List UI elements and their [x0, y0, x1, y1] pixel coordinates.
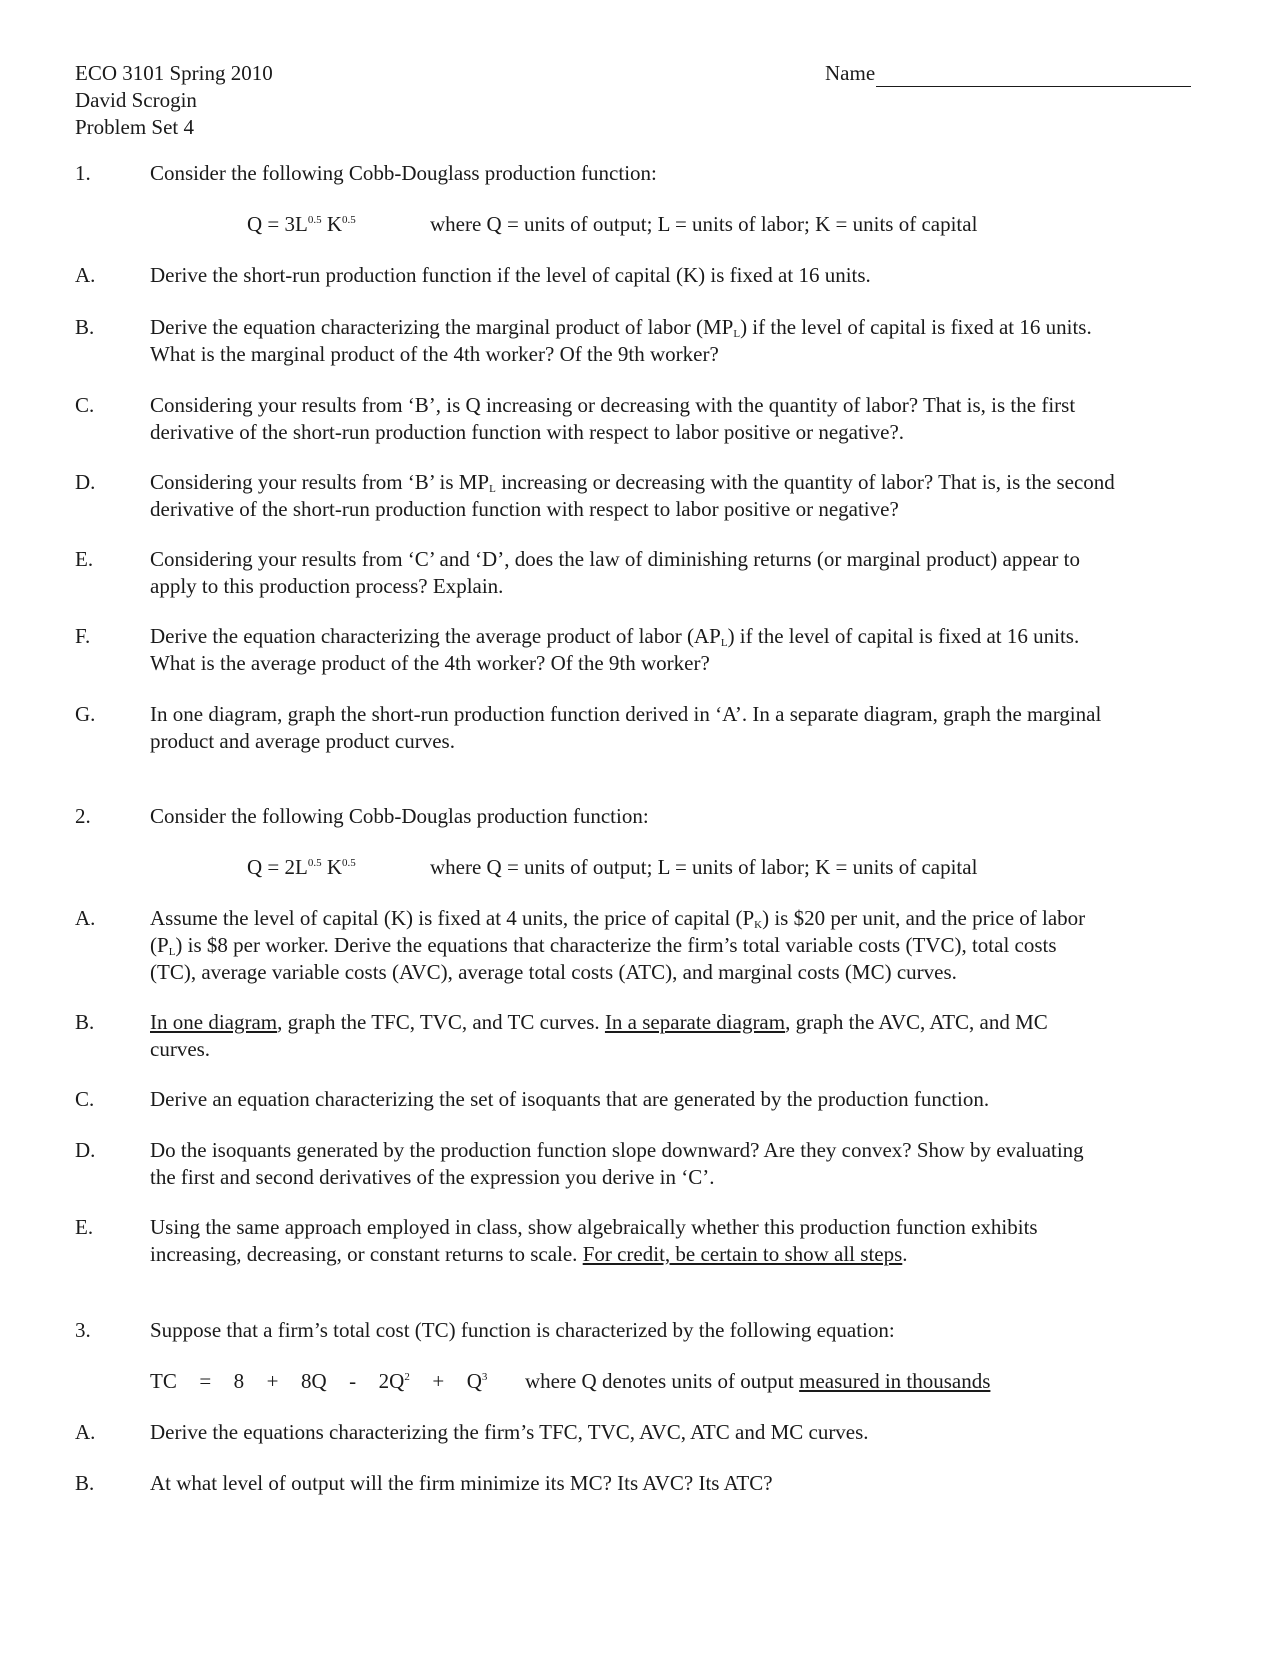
part-text: Considering your results from ‘B’, is Q increasing or decreasing with the quantity of labor? That is, is the first derivative of the short-run production function with respect to labor positive or negative?.	[150, 393, 1076, 444]
course-title: ECO 3101 Spring 2010	[75, 61, 273, 85]
part-label: A.	[75, 1420, 96, 1444]
question-text: Consider the following Cobb-Douglass production function:	[150, 161, 657, 185]
part-label: E.	[75, 547, 94, 571]
part-text: Assume the level of capital (K) is fixed at 4 units, the price of capital $(P_K)$ is $20 per unit, and the price of labor $(P_L)$ is $8 per worker. Derive the equations that characterize the firm’s total variable costs (TVC), total costs (TC), average variable costs (AVC), average total costs (ATC), and marginal costs (MC) curves.	[150, 906, 1086, 984]
variable-definitions: where Q denotes units of output measured in thousands	[525, 1369, 991, 1393]
part-text: At what level of output will the firm minimize its MC? Its AVC? Its ATC?	[150, 1471, 773, 1495]
part-text: Using the same approach employed in class, show algebraically whether this production function exhibits increasing, decreasing, or constant returns to scale. For credit, be certain to show all steps.	[150, 1215, 1038, 1266]
question-number: 1.	[75, 161, 91, 185]
variable-definitions: where Q = units of output; L = units of labor; K = units of capital	[430, 855, 978, 879]
part-text: In one diagram, graph the short-run production function derived in ‘A’. In a separate diagram, graph the marginal product and average product curves.	[150, 702, 1102, 753]
part-text: Derive an equation characterizing the set of isoquants that are generated by the production function.	[150, 1087, 990, 1111]
part-label: G.	[75, 702, 96, 726]
part-label: D.	[75, 1138, 96, 1162]
question-text: Suppose that a firm’s total cost (TC) function is characterized by the following equation:	[150, 1318, 895, 1342]
part-text: Derive the short-run production function if the level of capital (K) is fixed at 16 units.	[150, 263, 871, 287]
part-label: B.	[75, 1010, 95, 1034]
part-text: Considering your results from ‘C’ and ‘D’, does the law of diminishing returns (or marginal product) appear to apply to this production process? Explain.	[150, 547, 1081, 598]
question-number: 2.	[75, 804, 91, 828]
document-header	[75, 60, 273, 141]
part-label: C.	[75, 1087, 95, 1111]
variable-definitions: where Q = units of output; L = units of labor; K = units of capital	[430, 212, 978, 236]
question-number: 3.	[75, 1318, 91, 1342]
problem-set-title: Problem Set 4	[75, 115, 194, 139]
question-text: Consider the following Cobb-Douglas production function:	[150, 804, 649, 828]
name-blank-line	[876, 64, 1191, 87]
part-label: B.	[75, 315, 95, 339]
part-label: E.	[75, 1215, 94, 1239]
part-label: C.	[75, 393, 95, 417]
part-text: Do the isoquants generated by the production function slope downward? Are they convex? Show by evaluating the first and second derivatives of the expression you derive in ‘C’.	[150, 1138, 1084, 1189]
part-label: D.	[75, 470, 96, 494]
part-label: B.	[75, 1471, 95, 1495]
part-label: F.	[75, 624, 91, 648]
production-function: $Q = 3L^{0.5}$ $K^{0.5}$	[247, 212, 356, 236]
name-label: Name	[825, 61, 876, 85]
part-label: A.	[75, 263, 96, 287]
production-function: $Q = 2L^{0.5}$ $K^{0.5}$	[247, 855, 356, 879]
part-label: A.	[75, 906, 96, 930]
part-text: Considering your results from ‘B’ is $MP_L$ increasing or decreasing with the quantity of labor? That is, is the second derivative of the short-run production function with respect to labor positive or negative?	[150, 470, 1115, 521]
instructor-name: David Scrogin	[75, 88, 197, 112]
part-text: In one diagram, graph the TFC, TVC, and TC curves. In a separate diagram, graph the AVC, ATC, and MC curves.	[150, 1010, 1048, 1061]
name-field	[825, 60, 1191, 87]
part-text: Derive the equations characterizing the firm’s TFC, TVC, AVC, ATC and MC curves.	[150, 1420, 869, 1444]
total-cost-function: TC = $8 + 8Q - 2Q^2 + Q^3$	[150, 1369, 488, 1393]
part-text: Derive the equation characterizing the marginal product of labor $(MP_L)$ if the level of capital is fixed at 16 units. What is the marginal product of the 4th worker? Of the 9th worker?	[150, 315, 1092, 366]
part-text: Derive the equation characterizing the average product of labor $(AP_L)$ if the level of capital is fixed at 16 units. What is the average product of the 4th worker? Of the 9th worker?	[150, 624, 1080, 675]
